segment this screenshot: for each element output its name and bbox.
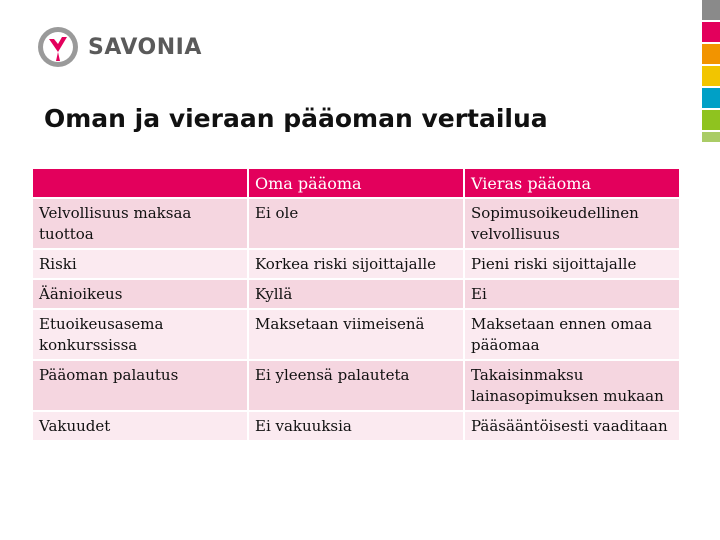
debt-capital-cell: Pieni riski sijoittajalle <box>464 249 680 279</box>
row-label-cell: Etuoikeusasema konkurssissa <box>32 309 248 360</box>
strip-block <box>702 132 720 142</box>
own-equity-cell: Maksetaan viimeisenä <box>248 309 464 360</box>
brand-color-strip <box>702 0 720 144</box>
brand-name: SAVONIA <box>88 34 202 60</box>
strip-block <box>702 66 720 86</box>
savonia-logo-icon <box>36 25 80 69</box>
table-row <box>32 360 680 411</box>
strip-block <box>702 0 720 20</box>
savonia-logo <box>36 24 202 70</box>
header-cell-empty <box>32 168 248 198</box>
own-equity-cell: Ei ole <box>248 198 464 249</box>
table-row <box>32 411 680 441</box>
debt-capital-cell: Maksetaan ennen omaa pääomaa <box>464 309 680 360</box>
own-equity-cell: Kyllä <box>248 279 464 309</box>
row-label-cell: Äänioikeus <box>32 279 248 309</box>
row-label-cell: Pääoman palautus <box>32 360 248 411</box>
debt-capital-cell: Ei <box>464 279 680 309</box>
table-row <box>32 198 680 249</box>
table-row <box>32 309 680 360</box>
debt-capital-cell: Takaisinmaksu lainasopimuksen mukaan <box>464 360 680 411</box>
page-title: Oman ja vieraan pääoman vertailua <box>44 104 548 133</box>
row-label-cell: Riski <box>32 249 248 279</box>
own-equity-cell: Ei vakuuksia <box>248 411 464 441</box>
table-row <box>32 249 680 279</box>
table-header-row <box>32 168 680 198</box>
comparison-table <box>31 167 681 442</box>
header-cell-debt-capital: Vieras pääoma <box>464 168 680 198</box>
row-label-cell: Vakuudet <box>32 411 248 441</box>
row-label-cell: Velvollisuus maksaa tuottoa <box>32 198 248 249</box>
strip-block <box>702 22 720 42</box>
own-equity-cell: Korkea riski sijoittajalle <box>248 249 464 279</box>
strip-block <box>702 88 720 108</box>
strip-block <box>702 110 720 130</box>
header-cell-own-equity: Oma pääoma <box>248 168 464 198</box>
strip-block <box>702 44 720 64</box>
debt-capital-cell: Pääsääntöisesti vaaditaan <box>464 411 680 441</box>
table-row <box>32 279 680 309</box>
own-equity-cell: Ei yleensä palauteta <box>248 360 464 411</box>
debt-capital-cell: Sopimusoikeudellinen velvollisuus <box>464 198 680 249</box>
